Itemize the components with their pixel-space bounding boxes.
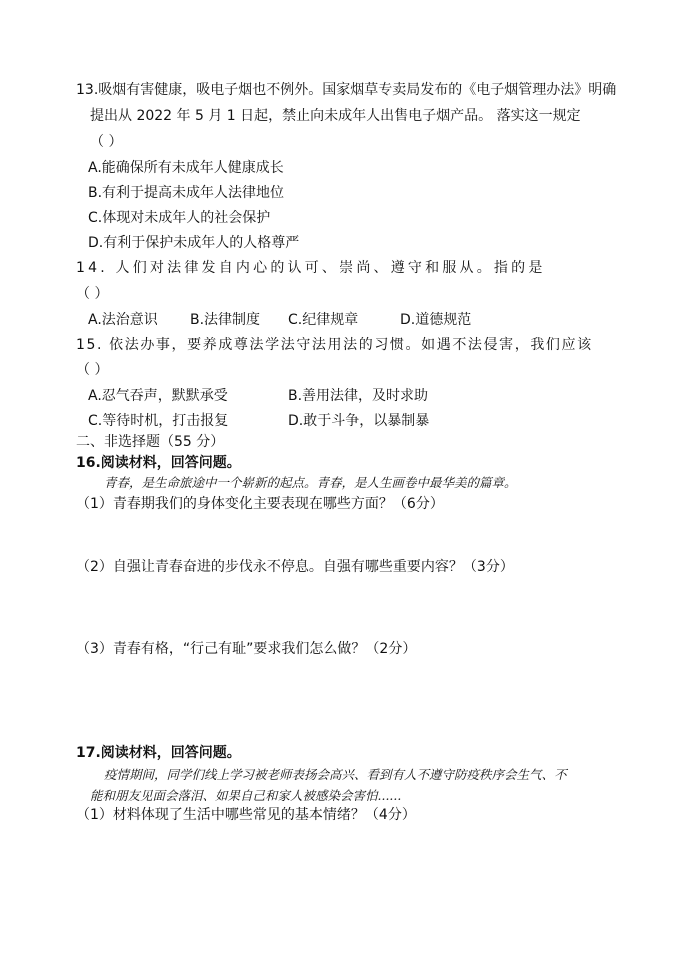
q15-stem: 15. 依法办事，要养成尊法学法守法用法的习惯。如遇不法侵害，我们应该: [76, 337, 593, 353]
q14-option-c: C.纪律规章: [288, 312, 359, 328]
q15-option-b: B.善用法律，及时求助: [288, 388, 429, 404]
q13-option-b: B.有利于提高未成年人法律地位: [88, 185, 285, 201]
q13-answer-blank: （ ）: [90, 134, 123, 150]
q16-sub-question-2: （2）自强让青春奋进的步伐永不停息。自强有哪些重要内容？（3分）: [76, 559, 514, 575]
q15-option-d: D.敢于斗争，以暴制暴: [288, 413, 430, 429]
q15-option-a: A.忍气吞声，默默承受: [88, 388, 228, 404]
q14-answer-blank: （ ）: [76, 286, 109, 302]
q13-stem-line2: 提出从 2022 年 5 月 1 日起，禁止向未成年人出售电子烟产品。 落实这一规定: [90, 108, 581, 124]
q17-title: 17.阅读材料，回答问题。: [76, 745, 241, 761]
q13-option-a: A.能确保所有未成年人健康成长: [88, 160, 284, 176]
q17-material-line2: 能和朋友见面会落泪、如果自己和家人被感染会害怕......: [90, 788, 402, 803]
q15-option-c: C.等待时机，打击报复: [88, 413, 229, 429]
q15-answer-blank: （ ）: [76, 362, 109, 378]
section-2-heading: 二、非选择题（55 分）: [76, 434, 225, 450]
q14-option-b: B.法律制度: [190, 312, 261, 328]
q16-sub-question-3: （3）青春有格，“行己有耻”要求我们怎么做？（2分）: [76, 641, 417, 657]
q13-option-c: C.体现对未成年人的社会保护: [88, 210, 271, 226]
q17-material-line1: 疫情期间，同学们线上学习被老师表扬会高兴、看到有人不遵守防疫秩序会生气、不: [104, 767, 567, 782]
q13-option-d: D.有利于保护未成年人的人格尊严: [88, 235, 300, 251]
q13-stem-line1: 13.吸烟有害健康，吸电子烟也不例外。国家烟草专卖局发布的《电子烟管理办法》明确: [76, 82, 617, 98]
q14-stem: 14. 人们对法律发自内心的认可、崇尚、遵守和服从。指的是: [76, 260, 546, 276]
q14-option-d: D.道德规范: [400, 312, 472, 328]
q16-title: 16.阅读材料，回答问题。: [76, 455, 241, 471]
q14-option-a: A.法治意识: [88, 312, 158, 328]
q16-sub-question-1: （1）青春期我们的身体变化主要表现在哪些方面？（6分）: [76, 496, 444, 512]
q16-material: 青春，是生命旅途中一个崭新的起点。青春，是人生画卷中最华美的篇章。: [104, 475, 517, 490]
q17-sub-question-1: （1）材料体现了生活中哪些常见的基本情绪？（4分）: [76, 807, 416, 823]
